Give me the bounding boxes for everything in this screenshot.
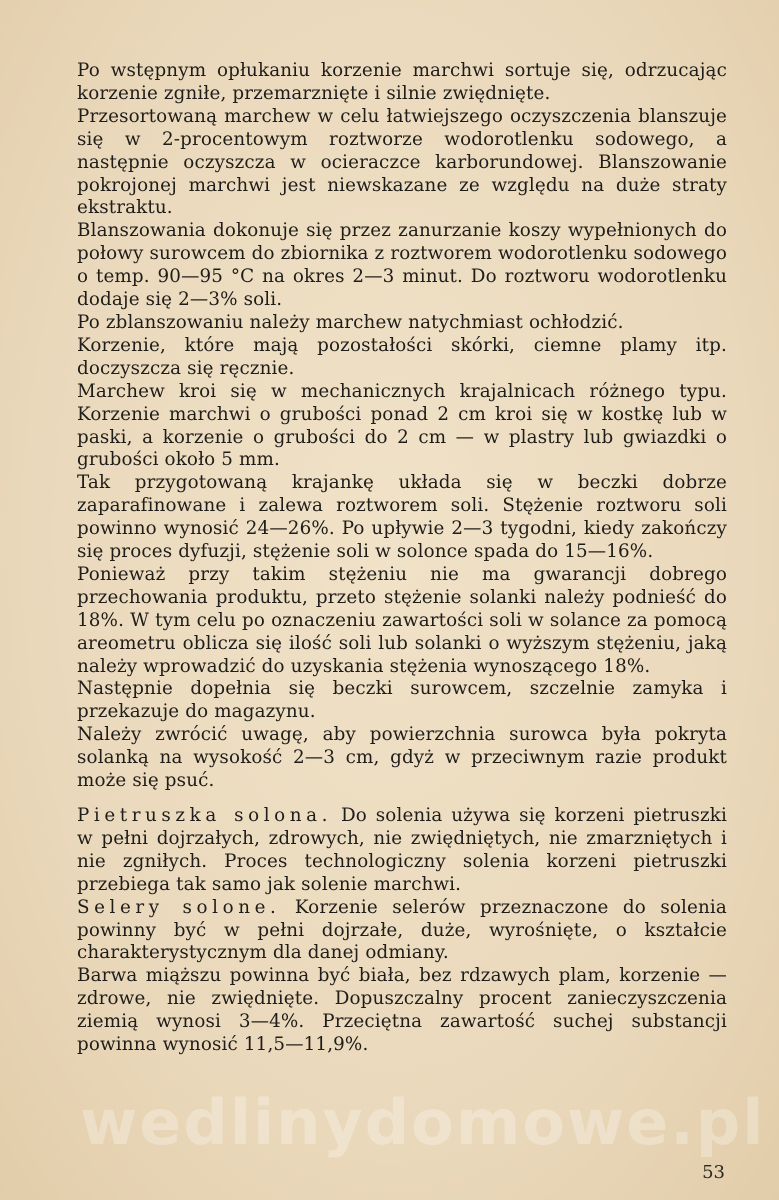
paragraph-blanching-method: Blanszowania dokonuje się przez zanurzanie koszy wypełnionych do połowy surowcem do zbiornika z roztworem wodorotlenku sodowego o temp. 90—95 °C na okres 2—3 minut. Do roztworu wodorotlenku dodaje się 2—3% soli. bbox=[77, 220, 727, 311]
section-gap bbox=[77, 793, 727, 805]
paragraph-blanching-intro: Przesortowaną marchew w celu łatwiejszego oczyszczenia blanszuje się w 2-procentowym roztworze wodorotlenku sodowego, a następnie oczyszcza w ocieraczce karborundowej. Blanszowanie pokrojonej marchwi jest niewskazane ze względu na duże straty ekstraktu. bbox=[77, 105, 727, 219]
paragraph-barrels: Tak przygotowaną krajankę układa się w beczki dobrze zaparafinowane i zalewa roztworem soli. Stężenie roztworu soli powinno wynosić 24—26%. Po upływie 2—3 tygodni, kiedy zakończy się proces dyfuzji, stężenie soli w solonce spada do 15—16%. bbox=[77, 472, 727, 563]
page-number: 53 bbox=[702, 1162, 725, 1183]
section-text-selery: Korzenie selerów przeznaczone do solenia powinny być w pełni dojrzałe, duże, wyrośnięte, o kształcie charakterystycznym dla danej odmiany. bbox=[77, 896, 727, 964]
paragraph-sorting: Po wstępnym opłukaniu korzenie marchwi sortuje się, odrzucając korzenie zgniłe, przemarznięte i silnie zwiędnięte. bbox=[77, 60, 727, 104]
paragraph-cooling: Po zblanszowaniu należy marchew natychmiast ochłodzić. bbox=[77, 311, 624, 333]
section-pietruszka bbox=[77, 805, 727, 897]
paragraph-cleaning: Korzenie, które mają pozostałości skórki, ciemne plamy itp. doczyszcza się ręcznie. bbox=[77, 334, 727, 379]
section-heading-pietruszka: Pietruszka solona. bbox=[77, 805, 333, 826]
section-text-pietruszka: Do solenia używa się korzeni pietruszki w pełni dojrzałych, zdrowych, nie zwiędniętych, nie zmarzniętych i nie zgniłych. Proces technologiczny solenia korzeni pietruszki przebiega tak samo jak solenie marchwi. bbox=[77, 805, 727, 895]
section-heading-selery: Selery solone. bbox=[77, 896, 281, 918]
paragraph-cutting: Marchew kroi się w mechanicznych krajalnicach różnego typu. Korzenie marchwi o grubości ponad 2 cm kroi się w kostkę lub w paski, a korzenie o grubości do 2 cm — w plastry lub gwiazdki o grubości około 5 mm. bbox=[77, 380, 727, 471]
paragraph-brine-concentration: Ponieważ przy takim stężeniu nie ma gwarancji dobrego przechowania produktu, przeto stężenie solanki należy podnieść do 18%. W tym celu po oznaczeniu zawartości soli w solance za pomocą areometru oblicza się ilość soli lub solanki o wyższym stężeniu, jaką należy wprowadzić do uzyskania stężenia wynoszącego 18%. bbox=[77, 563, 727, 677]
paragraph-storage: Następnie dopełnia się beczki surowcem, szczelnie zamyka i przekazuje do magazynu. bbox=[77, 678, 727, 723]
paragraph-flesh-quality: Barwa miąższu powinna być biała, bez rdzawych plam, korzenie — zdrowe, nie zwiędnięte. Dopuszczalny procent zanieczyszczenia ziemią wynosi 3—4%. Przeciętna zawartość suchej substancji powinna wynosić 11,5—11,9%. bbox=[77, 965, 727, 1056]
section-selery bbox=[77, 897, 727, 966]
paragraph-brine-level: Należy zwrócić uwagę, aby powierzchnia surowca była pokryta solanką na wysokość 2—3 cm, gdyż w przeciwnym razie produkt może się psuć. bbox=[77, 724, 727, 792]
watermark: wedlinydomowe.pl bbox=[80, 1086, 766, 1159]
